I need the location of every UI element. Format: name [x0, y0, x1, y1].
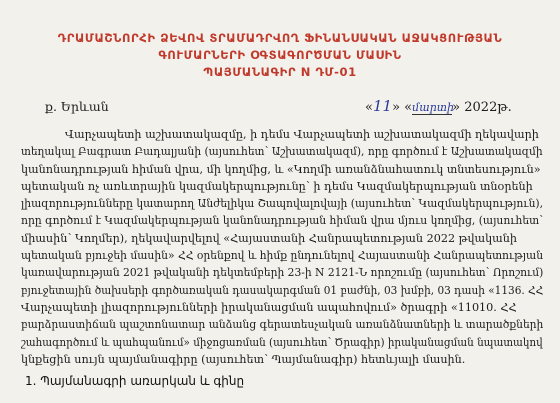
date: «11» «մարտի» 2022թ. [365, 97, 512, 115]
body-line: լիազորությունները կատարող Անժելիկա Շապովալովայի (այսուհետ՝ Կազմակերպություն), [21, 197, 543, 211]
body-line: տեղակալ Բագրատ Բադալյանի (այսուհետ՝ Աշխատակազմ), որը գործում է Աշխատակազմի [21, 145, 543, 159]
body-line: կնքեցին սույն պայմանագիրը (այսուհետ՝ Պայմանագիր) հետևյալի մասին. [21, 352, 466, 366]
body-line: միասին՝ Կողմեր), ղեկավարվելով «Հայաստանի Հանրապետության 2022 թվականի [21, 231, 517, 245]
date-day: 11 [372, 97, 393, 115]
body-line: որը գործում է Կազմակերպության կանոնադրության հիման վրա մյուս կողմից, (այսուհետ՝ [21, 214, 543, 228]
body-line: կառավարության 2021 թվականի դեկտեմբերի 23-ի N 2121-Ն որոշումը (այսուհետ՝ Որոշում) [21, 266, 543, 280]
date-month: մարտի [412, 101, 454, 114]
body-line: պետական բյուջեի մասին» ՀՀ օրենքով և հիմք ընդունելով Հայաստանի Հանրապետության [21, 249, 544, 263]
body-line: Վարչապետի աշխատակազմը, ի դեմս Վարչապետի աշխատակազմի ղեկավարի [65, 128, 539, 141]
body-line: պետական ոչ առևտրային կազմակերպությունը՝ ի դեմս Կազմակերպության տնօրենի [21, 179, 533, 193]
body-line: շահագործում և պահպանում» միջոցառման (այսուհետ՝ Ծրագիր) իրականացման նպատակով [21, 335, 543, 349]
body-line: բյուջետային ծախսերի գործառական դասակարգման 01 բաժնի, 03 խմբի, 03 դասի «1136. ՀՀ [21, 283, 544, 297]
document-title-line-1: ԴՐԱՄԱՇՆՈՐՀԻ ՁԵՎՈՎ ՏՐԱՄԱԴՐՎՈՂ ՖԻՆԱՆՍԱԿԱՆ ԱՋԱԿՑՈՒԹՅԱՆ [57, 31, 503, 45]
document-title-line-3: ՊԱՅՄԱՆԱԳԻՐ N ԴՄ-01 [203, 65, 357, 79]
body-line: բարձրաստիճան պաշտոնատար անձանց գերատեսչական առանձնատների և տարածքների [21, 318, 543, 332]
body-line: կանոնադրության հիման վրա, մի կողմից, և «Կողմի առանձնահատուկ տնտեսություն» [21, 162, 541, 176]
city: ք. Երևան [45, 99, 109, 114]
section-heading: 1. Պայմանագրի առարկան և գինը [25, 374, 245, 388]
date-year: 2022թ. [464, 100, 512, 115]
body-line: Վարչապետի լիազորությունների իրականացման ապահովում» ծրագրի «11010. ՀՀ [21, 300, 517, 314]
document-body [21, 126, 543, 368]
document-title-line-2: ԳՈՒՄԱՐՆԵՐԻ ՕԳՏԱԳՈՐԾՄԱՆ ՄԱՍԻՆ [158, 48, 402, 62]
